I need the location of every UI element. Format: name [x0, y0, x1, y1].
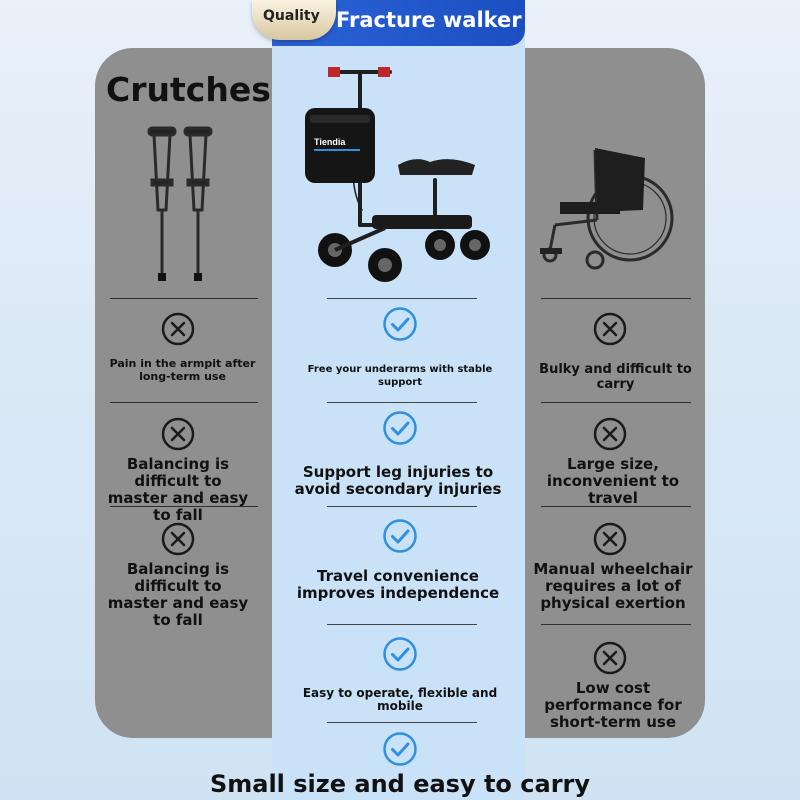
wheelchair-point-2: Large size, inconvenient to travel — [546, 455, 680, 507]
left-divider — [110, 298, 258, 299]
walker-point-3: Travel convenience improves independence — [296, 567, 500, 602]
crutches-point-3: Balancing is difficult to master and easy to fall — [107, 560, 249, 629]
x-circle-icon — [160, 311, 196, 347]
wheelchair-point-1: Bulky and difficult to carry — [539, 362, 692, 392]
check-circle-icon — [382, 306, 418, 342]
center-divider — [327, 624, 477, 625]
check-circle-icon — [382, 518, 418, 554]
walker-point-2: Support leg injuries to avoid secondary injuries — [294, 463, 502, 498]
x-circle-icon — [592, 311, 628, 347]
center-divider — [327, 298, 477, 299]
check-circle-icon — [382, 636, 418, 672]
wheelchair-point-3: Manual wheelchair requires a lot of physical exertion — [533, 560, 693, 612]
crutches-point-1: Pain in the armpit after long-term use — [109, 357, 256, 383]
header-title: Fracture walker — [336, 8, 522, 32]
check-circle-icon — [382, 731, 418, 767]
x-circle-icon — [592, 416, 628, 452]
x-circle-icon — [160, 416, 196, 452]
brand-label: Tiendia — [314, 137, 346, 147]
crutches-image — [140, 125, 220, 285]
wheelchair-point-4: Low cost performance for short-term use — [544, 679, 682, 731]
walker-point-5: Small size and easy to carry — [209, 770, 591, 798]
x-circle-icon — [592, 640, 628, 676]
right-divider — [541, 624, 691, 625]
check-circle-icon — [382, 410, 418, 446]
x-circle-icon — [592, 521, 628, 557]
center-divider — [327, 402, 477, 403]
wheelchair-image — [535, 140, 680, 275]
x-circle-icon — [160, 521, 196, 557]
left-divider — [110, 402, 258, 403]
crutches-point-2: Balancing is difficult to master and easy to fall — [107, 455, 249, 524]
walker-point-1: Free your underarms with stable support — [307, 364, 493, 388]
right-divider — [541, 298, 691, 299]
quality-badge-label: Quality — [263, 8, 320, 24]
center-divider — [327, 506, 477, 507]
walker-point-4: Easy to operate, flexible and mobile — [302, 686, 498, 713]
crutches-title: Crutches — [106, 70, 271, 109]
knee-walker-image — [300, 60, 500, 290]
right-divider — [541, 402, 691, 403]
center-divider — [327, 722, 477, 723]
